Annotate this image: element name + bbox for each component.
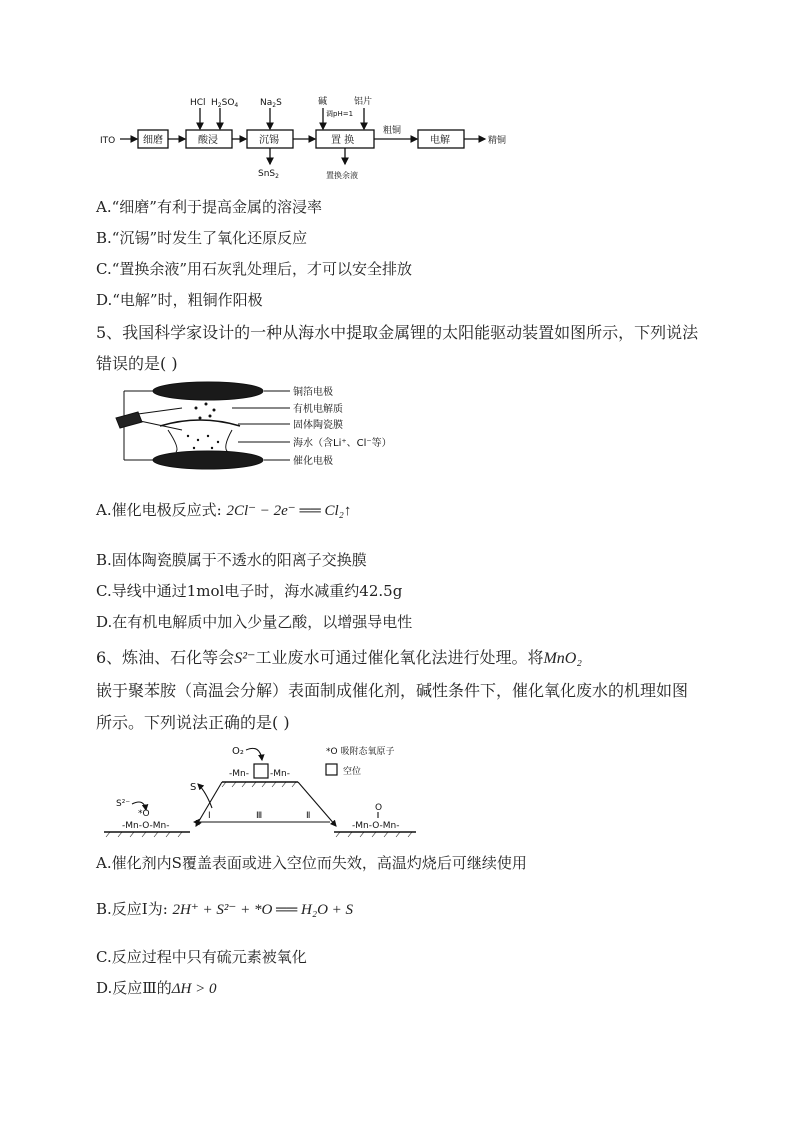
- copper-foil-electrode: [153, 382, 263, 400]
- label-grind: 细磨: [143, 135, 163, 146]
- legend-vacancy: 空位: [343, 767, 362, 777]
- catalytic-mechanism-diagram: [0, 740, 794, 840]
- label-hcl: HCl: [190, 98, 206, 108]
- label-sns2: SnS$_2$: [258, 169, 279, 180]
- label-organic-electrolyte: 有机电解质: [293, 404, 343, 415]
- label-mn-right: -Mn-: [270, 769, 290, 779]
- label-copper-electrode: 铜箔电极: [293, 387, 333, 398]
- label-alkali: 碱: [318, 97, 328, 107]
- q5-option-a-formula: 2Cl⁻ − 2e⁻ ══ Cl₂↑: [226, 503, 352, 519]
- q6-option-d: D.反应Ⅲ的ΔH > 0: [96, 979, 217, 997]
- label-mn-left: -Mn-: [229, 769, 249, 779]
- q6-option-b-formula: 2H⁺ + S²⁻ + *O ══ H₂O + S: [172, 902, 354, 918]
- q4-option-b: B.“沉锡”时发生了氧化还原反应: [96, 229, 308, 247]
- label-replace: 置 换: [331, 135, 355, 146]
- label-step-2: Ⅱ: [306, 811, 311, 821]
- lithium-extraction-diagram: [0, 378, 794, 478]
- vacancy-box: [254, 764, 268, 778]
- q6-option-d-formula: ΔH > 0: [171, 981, 217, 997]
- label-tin: 沉锡: [259, 135, 279, 146]
- label-adjust-ph: 调pH=1: [326, 110, 354, 118]
- label-h2so4: $H_2SO_4$: [211, 98, 239, 109]
- label-catalytic-electrode: 催化电极: [293, 456, 333, 467]
- q6-stem-line1: 6、炼油、石化等会S²⁻工业废水可通过催化氧化法进行处理。将MnO₂: [96, 648, 582, 667]
- q5-option-d: D.在有机电解质中加入少量乙酸，以增强导电性: [96, 613, 413, 631]
- label-al-piece: 铝片: [354, 97, 373, 107]
- process-flowchart: [0, 0, 794, 190]
- label-residue: 置换余液: [326, 171, 358, 180]
- legend-vacancy-box: [326, 764, 337, 775]
- ceramic-membrane: [160, 420, 240, 426]
- q4-option-a: A.“细磨”有利于提高金属的溶浸率: [96, 198, 322, 216]
- label-seawater: 海水（含Li⁺、Cl⁻等）: [293, 438, 392, 449]
- q5-option-c: C.导线中通过1mol电子时，海水减重约42.5g: [96, 582, 403, 600]
- q5-option-a: A.催化电极反应式: 2Cl⁻ − 2e⁻ ══ Cl₂↑: [96, 501, 352, 519]
- label-na2s: $Na_2S$: [260, 98, 282, 109]
- q5-stem-line2: 错误的是( ): [96, 354, 178, 373]
- q6-stem-line3: 所示。下列说法正确的是( ): [96, 713, 290, 732]
- label-step-3: Ⅲ: [256, 811, 263, 821]
- label-step-1: Ⅰ: [208, 811, 211, 821]
- q6-option-a: A.催化剂内S覆盖表面或进入空位而失效，高温灼烧后可继续使用: [96, 854, 527, 872]
- label-o2: O₂: [232, 746, 244, 757]
- q6-stem-line2: 嵌于聚苯胺（高温会分解）表面制成催化剂，碱性条件下，催化氧化废水的机理如图: [96, 681, 689, 700]
- legend-adsorbed-o: *O 吸附态氧原子: [326, 747, 395, 757]
- label-acid: 酸浸: [198, 135, 218, 146]
- label-site-left: -Mn-O-Mn-: [122, 821, 170, 831]
- label-s: S: [190, 782, 197, 793]
- label-ceramic-membrane: 固体陶瓷膜: [293, 420, 343, 431]
- label-star-o: *O: [138, 809, 150, 819]
- q4-option-c: C.“置换余液”用石灰乳处理后，才可以安全排放: [96, 260, 413, 278]
- q6-option-b: B.反应Ⅰ为: 2H⁺ + S²⁻ + *O ══ H₂O + S: [96, 900, 354, 918]
- q6-option-c: C.反应过程中只有硫元素被氧化: [96, 948, 307, 966]
- label-crude-cu: 粗铜: [383, 126, 402, 136]
- q5-option-b: B.固体陶瓷膜属于不透水的阳离子交换膜: [96, 551, 367, 569]
- label-o-right: O: [375, 803, 383, 813]
- label-s2-ion: S²⁻: [116, 799, 131, 809]
- label-fine-cu: 精铜: [488, 136, 507, 146]
- q4-option-d: D.“电解”时，粗铜作阳极: [96, 291, 263, 309]
- catalytic-electrode: [153, 451, 263, 469]
- label-ito: ITO: [100, 136, 116, 146]
- q5-stem-line1: 5、我国科学家设计的一种从海水中提取金属锂的太阳能驱动装置如图所示，下列说法: [96, 323, 699, 342]
- label-elec: 电解: [430, 135, 450, 146]
- label-site-right: -Mn-O-Mn-: [352, 821, 400, 831]
